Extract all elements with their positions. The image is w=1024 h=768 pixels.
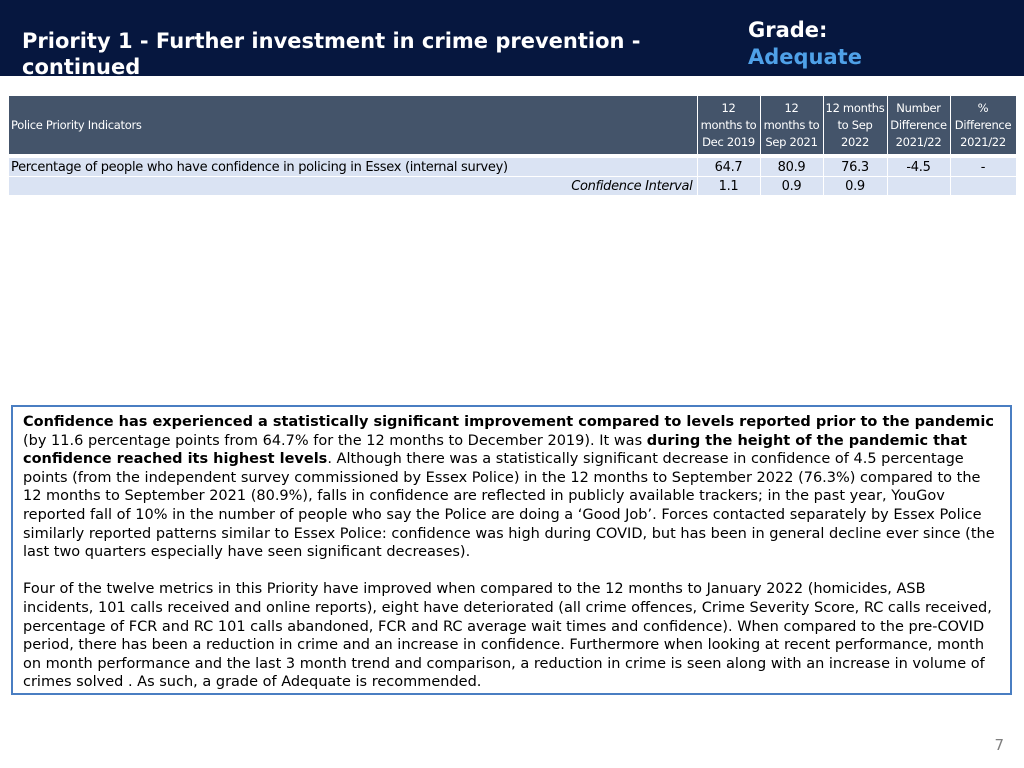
- indicator-name: Percentage of people who have confidence in policing in Essex (internal survey): [9, 158, 697, 177]
- table-cell: -4.5: [887, 158, 950, 177]
- commentary-highlight-2: during the height of the pandemic that confidence reached its highest levels: [23, 432, 968, 468]
- table-cell: [887, 177, 950, 196]
- table-cell: 64.7: [697, 158, 760, 177]
- indicators-table: [9, 96, 1017, 196]
- column-header-sep-2021: 12 months to Sep 2021: [760, 96, 823, 154]
- table-row: [9, 158, 1016, 177]
- commentary-paragraph-2: Four of the twelve metrics in this Priority have improved when compared to the 12 months to January 2022 (homicides, ASB incidents, 101 calls received and online reports), eight have deteriorated (all crime offences, Crime Severity Score, RC calls received, percentage of FCR and RC 101 calls abandoned, FCR and RC average wait times and confidence). When compared to the pre-COVID period, there has been a reduction in crime and an increase in confidence. Furthermore when looking at recent performance, month on month performance and the last 3 month trend and comparison, a reduction in crime is seen along with an increase in volume of crimes solved . As such, a grade of Adequate is recommended.: [23, 581, 992, 691]
- confidence-interval-label: Confidence Interval: [9, 177, 697, 196]
- table-cell: 80.9: [760, 158, 823, 177]
- slide-title: Priority 1 - Further investment in crime prevention - continued: [22, 29, 641, 79]
- table-cell: 1.1: [697, 177, 760, 196]
- table-cell: [950, 177, 1016, 196]
- table-cell: 0.9: [823, 177, 887, 196]
- table-cell: -: [950, 158, 1016, 177]
- column-header-indicator: Police Priority Indicators: [9, 96, 697, 154]
- table-header-row: [9, 96, 1016, 154]
- commentary-highlight-1: Confidence has experienced a statistically significant improvement compared to levels reported prior to the pandemic: [23, 414, 994, 430]
- commentary-box: [11, 405, 1012, 695]
- column-header-percent-difference: % Difference 2021/22: [950, 96, 1016, 154]
- grade-value: Adequate: [748, 45, 862, 69]
- table-cell: 76.3: [823, 158, 887, 177]
- grade-block: [748, 17, 862, 71]
- commentary-text-1: (by 11.6 percentage points from 64.7% for the 12 months to December 2019). It was: [23, 432, 647, 449]
- commentary-paragraph-1: [23, 413, 1000, 562]
- column-header-number-difference: Number Difference 2021/22: [887, 96, 950, 154]
- column-header-dec-2019: 12 months to Dec 2019: [697, 96, 760, 154]
- commentary-text-2: . Although there was a statistically significant decrease in confidence of 4.5 percentage points (from the independent survey commissioned by Essex Police) in the 12 months to September 2022 (76.3%) compared to the 12 months to September 2021 (80.9%), falls in confidence are reflected in publicly available trackers; in the past year, YouGov reported fall of 10% in the number of people who say the Police are doing a ‘Good Job’. Forces contacted separately by Essex Police similarly reported patterns similar to Essex Police: confidence was high during COVID, but has been in general decline ever since (the last two quarters especially have seen significant decreases).: [23, 451, 995, 561]
- slide-header: [0, 0, 1024, 79]
- table-cell: 0.9: [760, 177, 823, 196]
- grade-label: Grade:: [748, 18, 828, 42]
- table-row: [9, 177, 1016, 196]
- page-number: 7: [994, 736, 1004, 754]
- column-header-sep-2022: 12 months to Sep 2022: [823, 96, 887, 154]
